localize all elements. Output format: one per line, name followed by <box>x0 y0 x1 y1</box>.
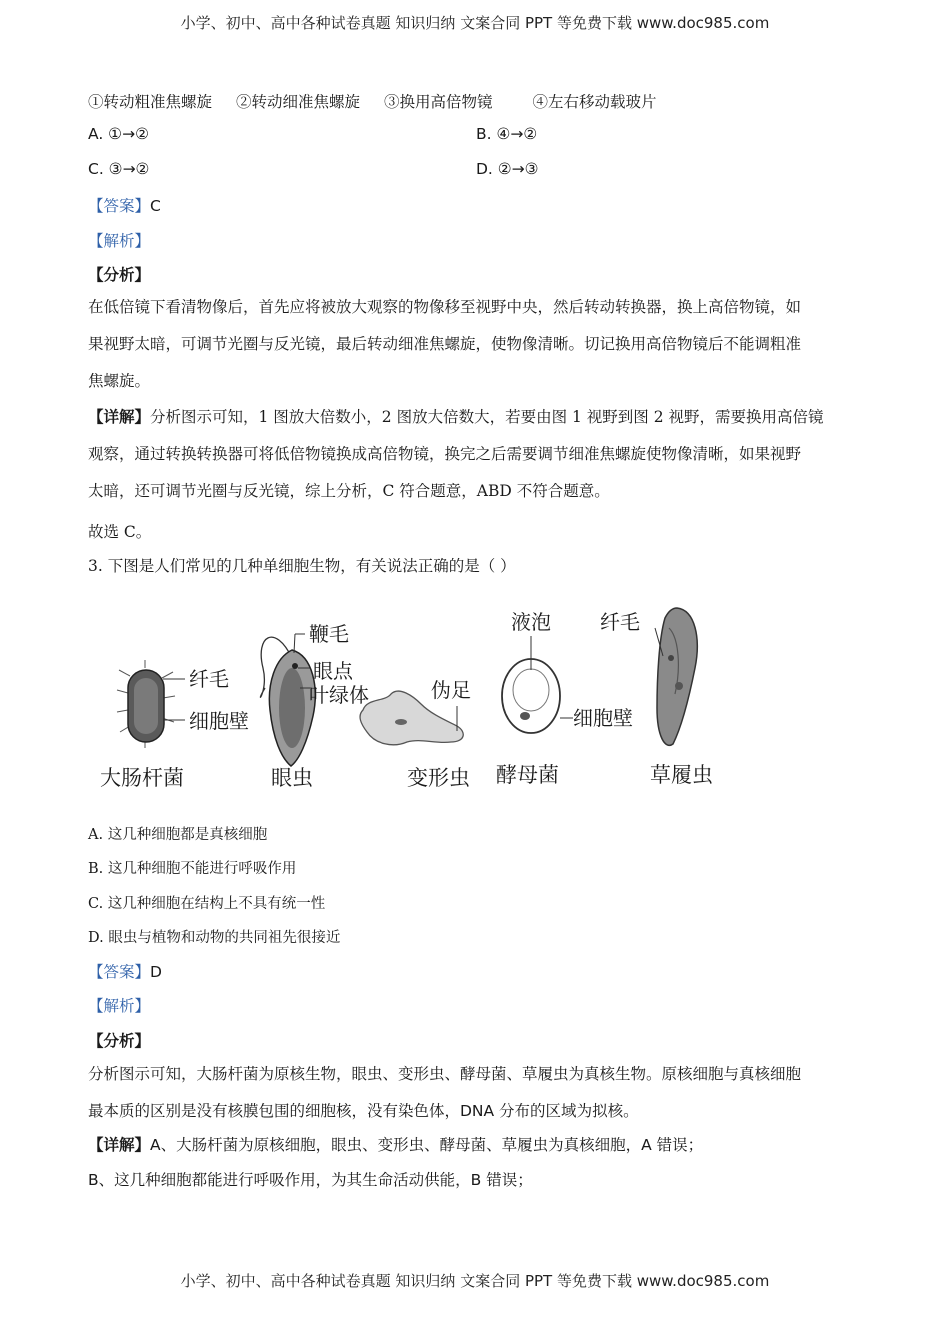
paramecium-illustration <box>655 608 697 745</box>
q3-fenxi-tag: 【分析】 <box>88 1032 151 1050</box>
page-header: 小学、初中、高中各种试卷真题 知识归纳 文案合同 PPT 等免费下载 www.doc985.com <box>180 14 770 32</box>
q2-fenxi-body <box>88 289 863 400</box>
q3-fenxi-body <box>88 1056 863 1130</box>
q3-xiangjie-line-1: 【详解】A、大肠杆菌为原核细胞，眼虫、变形虫、酵母菌、草履虫为真核细胞，A 错误； <box>88 1136 704 1154</box>
euglena-name: 眼虫 <box>271 766 313 790</box>
q2-xiangjie-body <box>88 399 863 510</box>
q2-step-4: ④左右移动载玻片 <box>532 93 657 111</box>
q2-fenxi-line-1: 在低倍镜下看清物像后，首先应将被放大观察的物像移至视野中央，然后转动转换器，换上高倍物镜，如 <box>88 298 802 316</box>
q2-option-b: B. ④→② <box>476 125 538 143</box>
q2-xiangjie-line-1: 【详解】分析图示可知，1 图放大倍数小，2 图放大倍数大，若要由图 1 视野到图 2 视野，需要换用高倍镜 <box>88 408 824 426</box>
euglena-eyespot-label: 眼点 <box>313 659 353 683</box>
q2-fenxi-tag: 【分析】 <box>88 266 151 284</box>
q2-fenxi-line-2: 果视野太暗，可调节光圈与反光镜，最后转动细准焦螺旋，使物像清晰。切记换用高倍物镜后不能调粗准 <box>88 335 802 353</box>
euglena-illustration <box>260 634 315 766</box>
q2-answer <box>88 194 161 216</box>
q3-xiangjie-body <box>88 1128 863 1198</box>
q3-answer-tag: 【答案】 <box>88 963 151 981</box>
paramecium-name: 草履虫 <box>650 763 713 787</box>
q3-option-b: B. 这几种细胞不能进行呼吸作用 <box>88 861 297 877</box>
q2-step-3: ③换用高倍物镜 <box>384 93 493 111</box>
q3-option-d: D. 眼虫与植物和动物的共同祖先很接近 <box>88 930 341 946</box>
q3-answer <box>88 960 162 982</box>
q3-option-a: A. 这几种细胞都是真核细胞 <box>88 827 268 843</box>
euglena-chloroplast-label: 叶绿体 <box>309 683 369 707</box>
ecoli-name: 大肠杆菌 <box>100 766 184 790</box>
q2-option-a: A. ①→② <box>88 125 149 143</box>
q2-xiangjie-line-3: 太暗，还可调节光圈与反光镜，综上分析，C 符合题意，ABD 不符合题意。 <box>88 482 610 500</box>
q3-xiangjie-line-2: B、这几种细胞都能进行呼吸作用，为其生命活动供能，B 错误； <box>88 1171 533 1189</box>
q2-xiangjie-line-2: 观察，通过转换转换器可将低倍物镜换成高倍物镜，换完之后需要调节细准焦螺旋使物像清晰，如果视野 <box>88 445 802 463</box>
euglena-flagellum-label: 鞭毛 <box>309 622 349 646</box>
q3-fenxi-line-2: 最本质的区别是没有核膜包围的细胞核，没有染色体，DNA 分布的区域为拟核。 <box>88 1102 639 1120</box>
q2-jiexi-tag: 【解析】 <box>88 232 151 250</box>
q3-stem: 3. 下图是人们常见的几种单细胞生物，有关说法正确的是（ ） <box>88 557 516 575</box>
paramecium-cilia-label: 纤毛 <box>600 610 640 634</box>
q3-fenxi-line-1: 分析图示可知，大肠杆菌为原核生物，眼虫、变形虫、酵母菌、草履虫为真核生物。原核细胞与真核细胞 <box>88 1065 802 1083</box>
ecoli-wall-label: 细胞壁 <box>189 709 249 733</box>
q3-answer-value: D <box>150 963 162 981</box>
q2-option-c: C. ③→② <box>88 160 150 178</box>
amoeba-name: 变形虫 <box>407 766 470 790</box>
q2-xiangjie-tag: 【详解】 <box>88 408 151 426</box>
q3-figure <box>95 598 725 798</box>
page-footer: 小学、初中、高中各种试卷真题 知识归纳 文案合同 PPT 等免费下载 www.doc985.com <box>180 1272 770 1290</box>
q3-option-c: C. 这几种细胞在结构上不具有统一性 <box>88 896 326 912</box>
q2-conclusion: 故选 C。 <box>88 523 152 541</box>
yeast-name: 酵母菌 <box>496 763 559 787</box>
q2-answer-value: C <box>150 197 161 215</box>
ecoli-pili-label: 纤毛 <box>189 667 229 691</box>
q2-answer-tag: 【答案】 <box>88 197 151 215</box>
amoeba-pseudopod-label: 伪足 <box>431 678 471 702</box>
yeast-illustration <box>502 636 573 733</box>
q2-step-1: ①转动粗准焦螺旋 <box>88 93 213 111</box>
q3-jiexi-tag: 【解析】 <box>88 997 151 1015</box>
q2-fenxi-line-3: 焦螺旋。 <box>88 372 151 390</box>
q2-option-d: D. ②→③ <box>476 160 539 178</box>
ecoli-illustration <box>117 660 185 748</box>
q3-xiangjie-tag: 【详解】 <box>88 1136 151 1154</box>
yeast-wall-label: 细胞壁 <box>573 706 633 730</box>
q2-steps <box>88 90 657 112</box>
yeast-vacuole-label: 液泡 <box>511 610 551 634</box>
q2-step-2: ②转动细准焦螺旋 <box>236 93 361 111</box>
